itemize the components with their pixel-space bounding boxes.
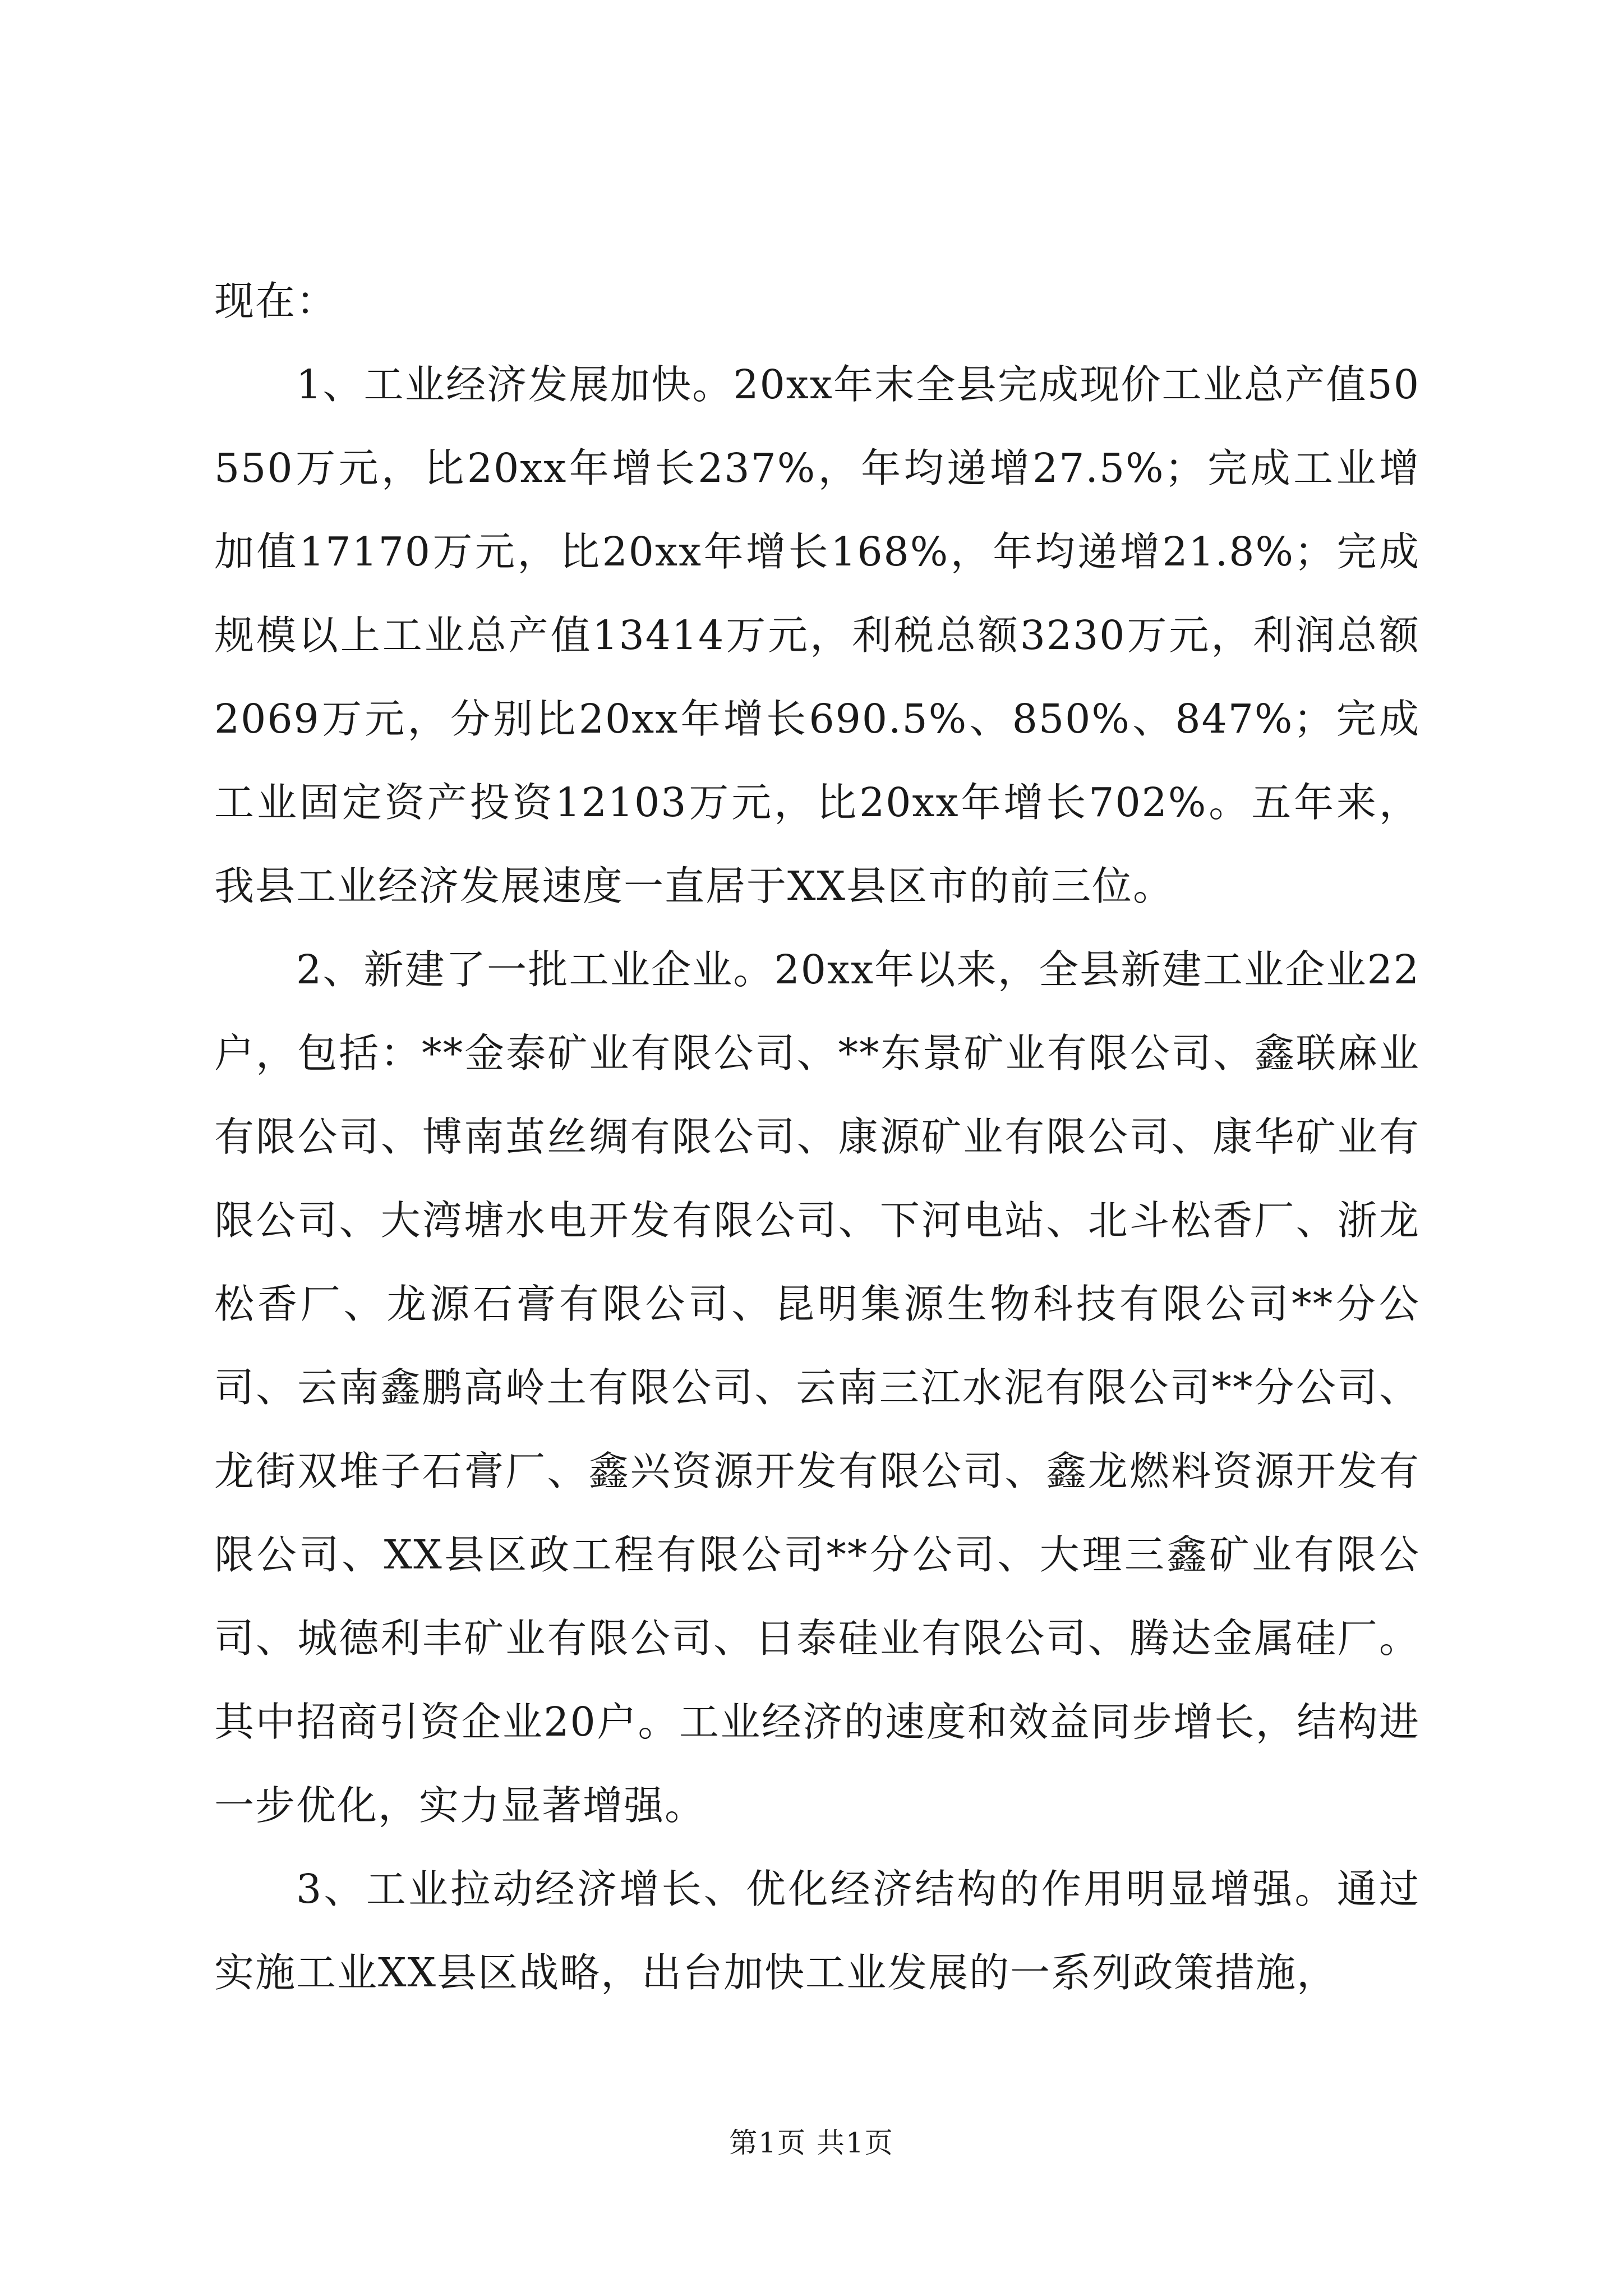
paragraph-industrial-growth: 1、工业经济发展加快。20xx年末全县完成现价工业总产值50550万元，比20xx年增长237%，年均递增27.5%；完成工业增加值17170万元，比20xx年增长168%，年均递增21.8%；完成规模以上工业总产值13414万元，利税总额3230万元，利润总额2069万元，分别比20xx年增长690.5%、850%、847%；完成工业固定资产投资12103万元，比20xx年增长702%。五年来，我县工业经济发展速度一直居于XX县区市的前三位。 (214, 361, 1420, 909)
paragraph-lead: 现在： (214, 278, 338, 324)
paragraph-new-enterprises: 2、新建了一批工业企业。20xx年以来，全县新建工业企业22户，包括：**金泰矿业有限公司、**东景矿业有限公司、鑫联麻业有限公司、博南茧丝绸有限公司、康源矿业有限公司、康华矿业有限公司、大湾塘水电开发有限公司、下河电站、北斗松香厂、浙龙松香厂、龙源石膏有限公司、昆明集源生物科技有限公司**分公司、云南鑫鹏高岭土有限公司、云南三江水泥有限公司**分公司、龙街双堆子石膏厂、鑫兴资源开发有限公司、鑫龙燃料资源开发有限公司、XX县区政工程有限公司**分公司、大理三鑫矿业有限公司、城德利丰矿业有限公司、日泰硅业有限公司、腾达金属硅厂。其中招商引资企业20户。工业经济的速度和效益同步增长，结构进一步优化，实力显著增强。 (214, 946, 1420, 1829)
document-body (214, 259, 1420, 2014)
paragraph-economic-structure: 3、工业拉动经济增长、优化经济结构的作用明显增强。通过实施工业XX县区战略，出台加快工业发展的一系列政策措施， (214, 1866, 1420, 1996)
page-footer: 第1页 共1页 (729, 2127, 894, 2159)
